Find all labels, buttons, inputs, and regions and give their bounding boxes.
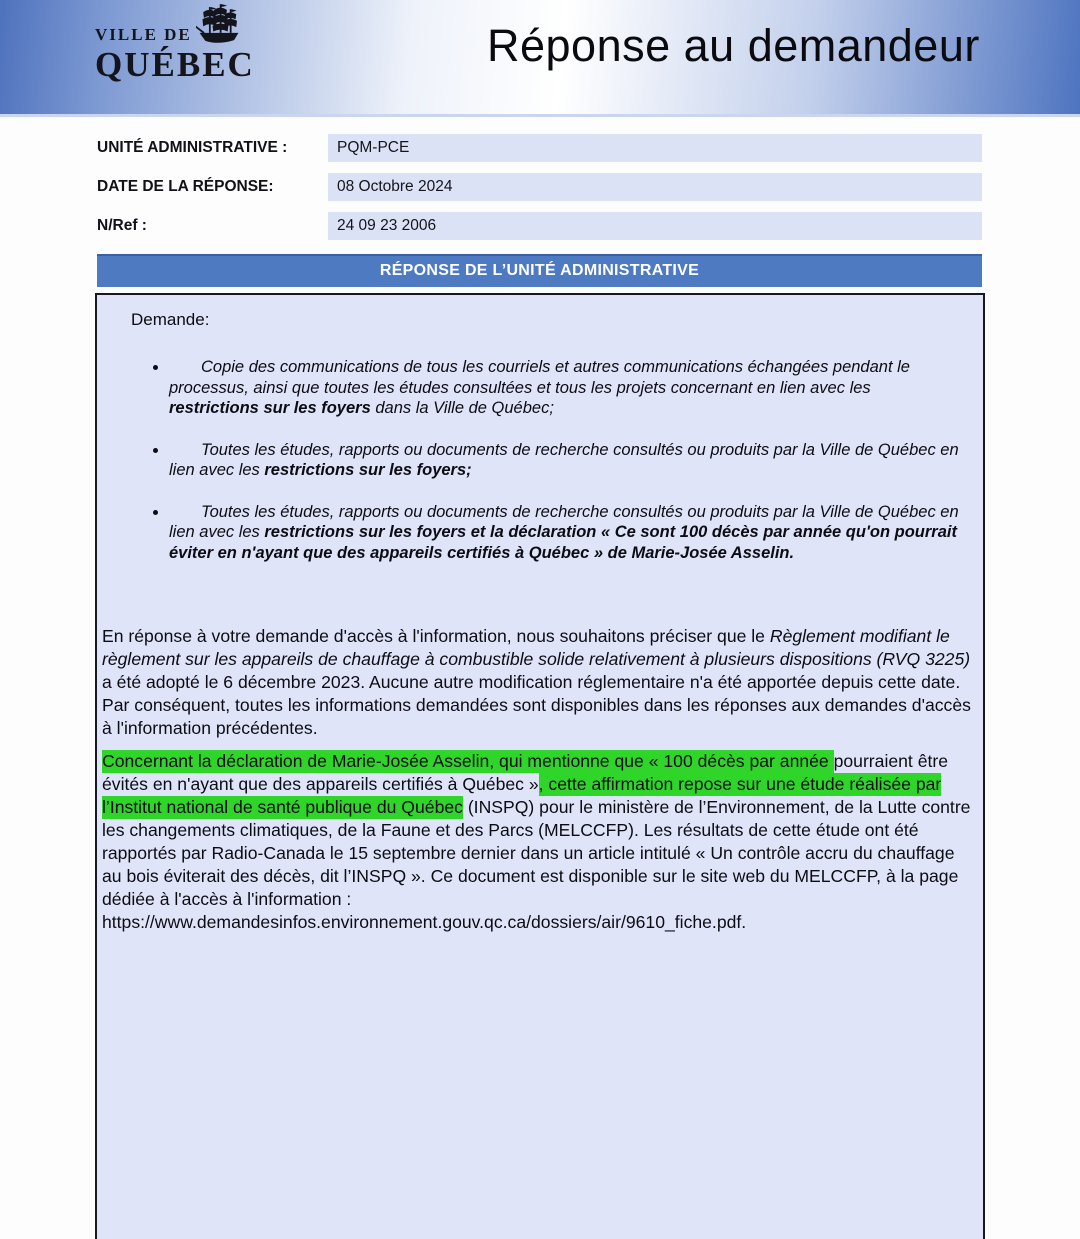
nref-label: N/Ref : — [97, 217, 147, 234]
paragraph-text: (INSPQ) pour le ministère de l’Environnement, de la Lutte contre les changements climatiques, de la Faune et des Parcs (MELCCFP). Les résultats de cette étude ont été rapportés par Radio-Canada le 15 septembre dernier dans un article intitulé « Un contrôle accru du chauffage au bois éviterait des décès, dit l’INSPQ ». Ce document est disponible sur le site web du MELCCFP, à la page dédiée à l'accès à l'information : https://www.demandesinfos.environnement.gouv.qc.ca/dossiers/air/9610_fiche.pdf. — [102, 797, 971, 932]
response-paragraph-1 — [101, 625, 979, 740]
section-header-title: RÉPONSE DE L’UNITÉ ADMINISTRATIVE — [379, 262, 700, 279]
meta-row-unite-administrative — [97, 134, 982, 162]
bullet-text: Toutes les études, rapports ou documents de recherche consultés ou produits par la Ville de Québec en lien avec les — [169, 502, 959, 541]
bullet-bold-text: restrictions sur les foyers; — [264, 461, 472, 479]
request-bullet-item — [169, 440, 965, 481]
request-bullet-list — [101, 357, 965, 563]
meta-fields-section — [97, 134, 982, 240]
logo-villede-text: VILLE DE — [95, 25, 192, 44]
regulation-title-italic: Règlement modifiant le règlement sur les appareils de chauffage à combustible solide relativement à plusieurs dispositions (RVQ 3225) — [102, 626, 971, 669]
date-reponse-field[interactable]: 08 Octobre 2024 — [328, 173, 982, 201]
paragraph-text: pourraient être évités en n'ayant que des appareils certifiés à Québec » — [102, 751, 949, 794]
header-banner — [0, 0, 1080, 117]
paragraph-text: En réponse à votre demande d'accès à l'information, nous souhaitons préciser que le — [102, 626, 770, 646]
unite-administrative-label: UNITÉ ADMINISTRATIVE : — [97, 139, 288, 156]
logo-quebec-text: QUÉBEC — [95, 45, 255, 84]
bullet-bold-text: restrictions sur les foyers — [169, 399, 371, 417]
date-reponse-label: DATE DE LA RÉPONSE: — [97, 178, 274, 195]
logo-top-row — [95, 8, 255, 47]
ship-icon — [196, 4, 242, 51]
page-title: Réponse au demandeur — [487, 20, 980, 71]
highlighted-text: , cette affirmation repose sur une étude réalisée par l’Institut national de santé publique du Québec — [102, 774, 942, 817]
unite-administrative-field[interactable]: PQM-PCE — [328, 134, 982, 162]
demande-label: Demande: — [131, 310, 210, 329]
bullet-text: Copie des communications de tous les courriels et autres communications échangées pendant le processus, ainsi que toutes les études consultées et tous les projets concernant en lien avec les — [169, 358, 910, 397]
section-header-bar — [97, 254, 982, 287]
request-bullet-item — [169, 502, 965, 564]
nref-field[interactable]: 24 09 23 2006 — [328, 212, 982, 240]
response-content-box — [95, 293, 985, 1239]
request-bullet-item — [169, 357, 965, 419]
bullet-text: dans la Ville de Québec; — [370, 399, 554, 417]
meta-row-date-reponse — [97, 173, 982, 201]
highlighted-text: Concernant la déclaration de Marie-Josée Asselin, qui mentionne que « 100 décès par année — [102, 751, 834, 771]
meta-row-nref — [97, 212, 982, 240]
ville-de-quebec-logo — [95, 8, 255, 83]
response-paragraph-2 — [101, 750, 979, 934]
bullet-bold-text: restrictions sur les foyers et la déclaration « Ce sont 100 décès par année qu'on pourrait éviter en n'ayant que des appareils certifiés à Québec » de Marie-Josée Asselin. — [169, 523, 957, 562]
bullet-text: Toutes les études, rapports ou documents de recherche consultés ou produits par la Ville de Québec en lien avec les — [169, 440, 959, 479]
paragraph-text: a été adopté le 6 décembre 2023. Aucune autre modification réglementaire n'a été apportée depuis cette date. Par conséquent, toutes les informations demandées sont disponibles dans les réponses aux demandes d'accès à l'information précédentes. — [102, 672, 971, 738]
